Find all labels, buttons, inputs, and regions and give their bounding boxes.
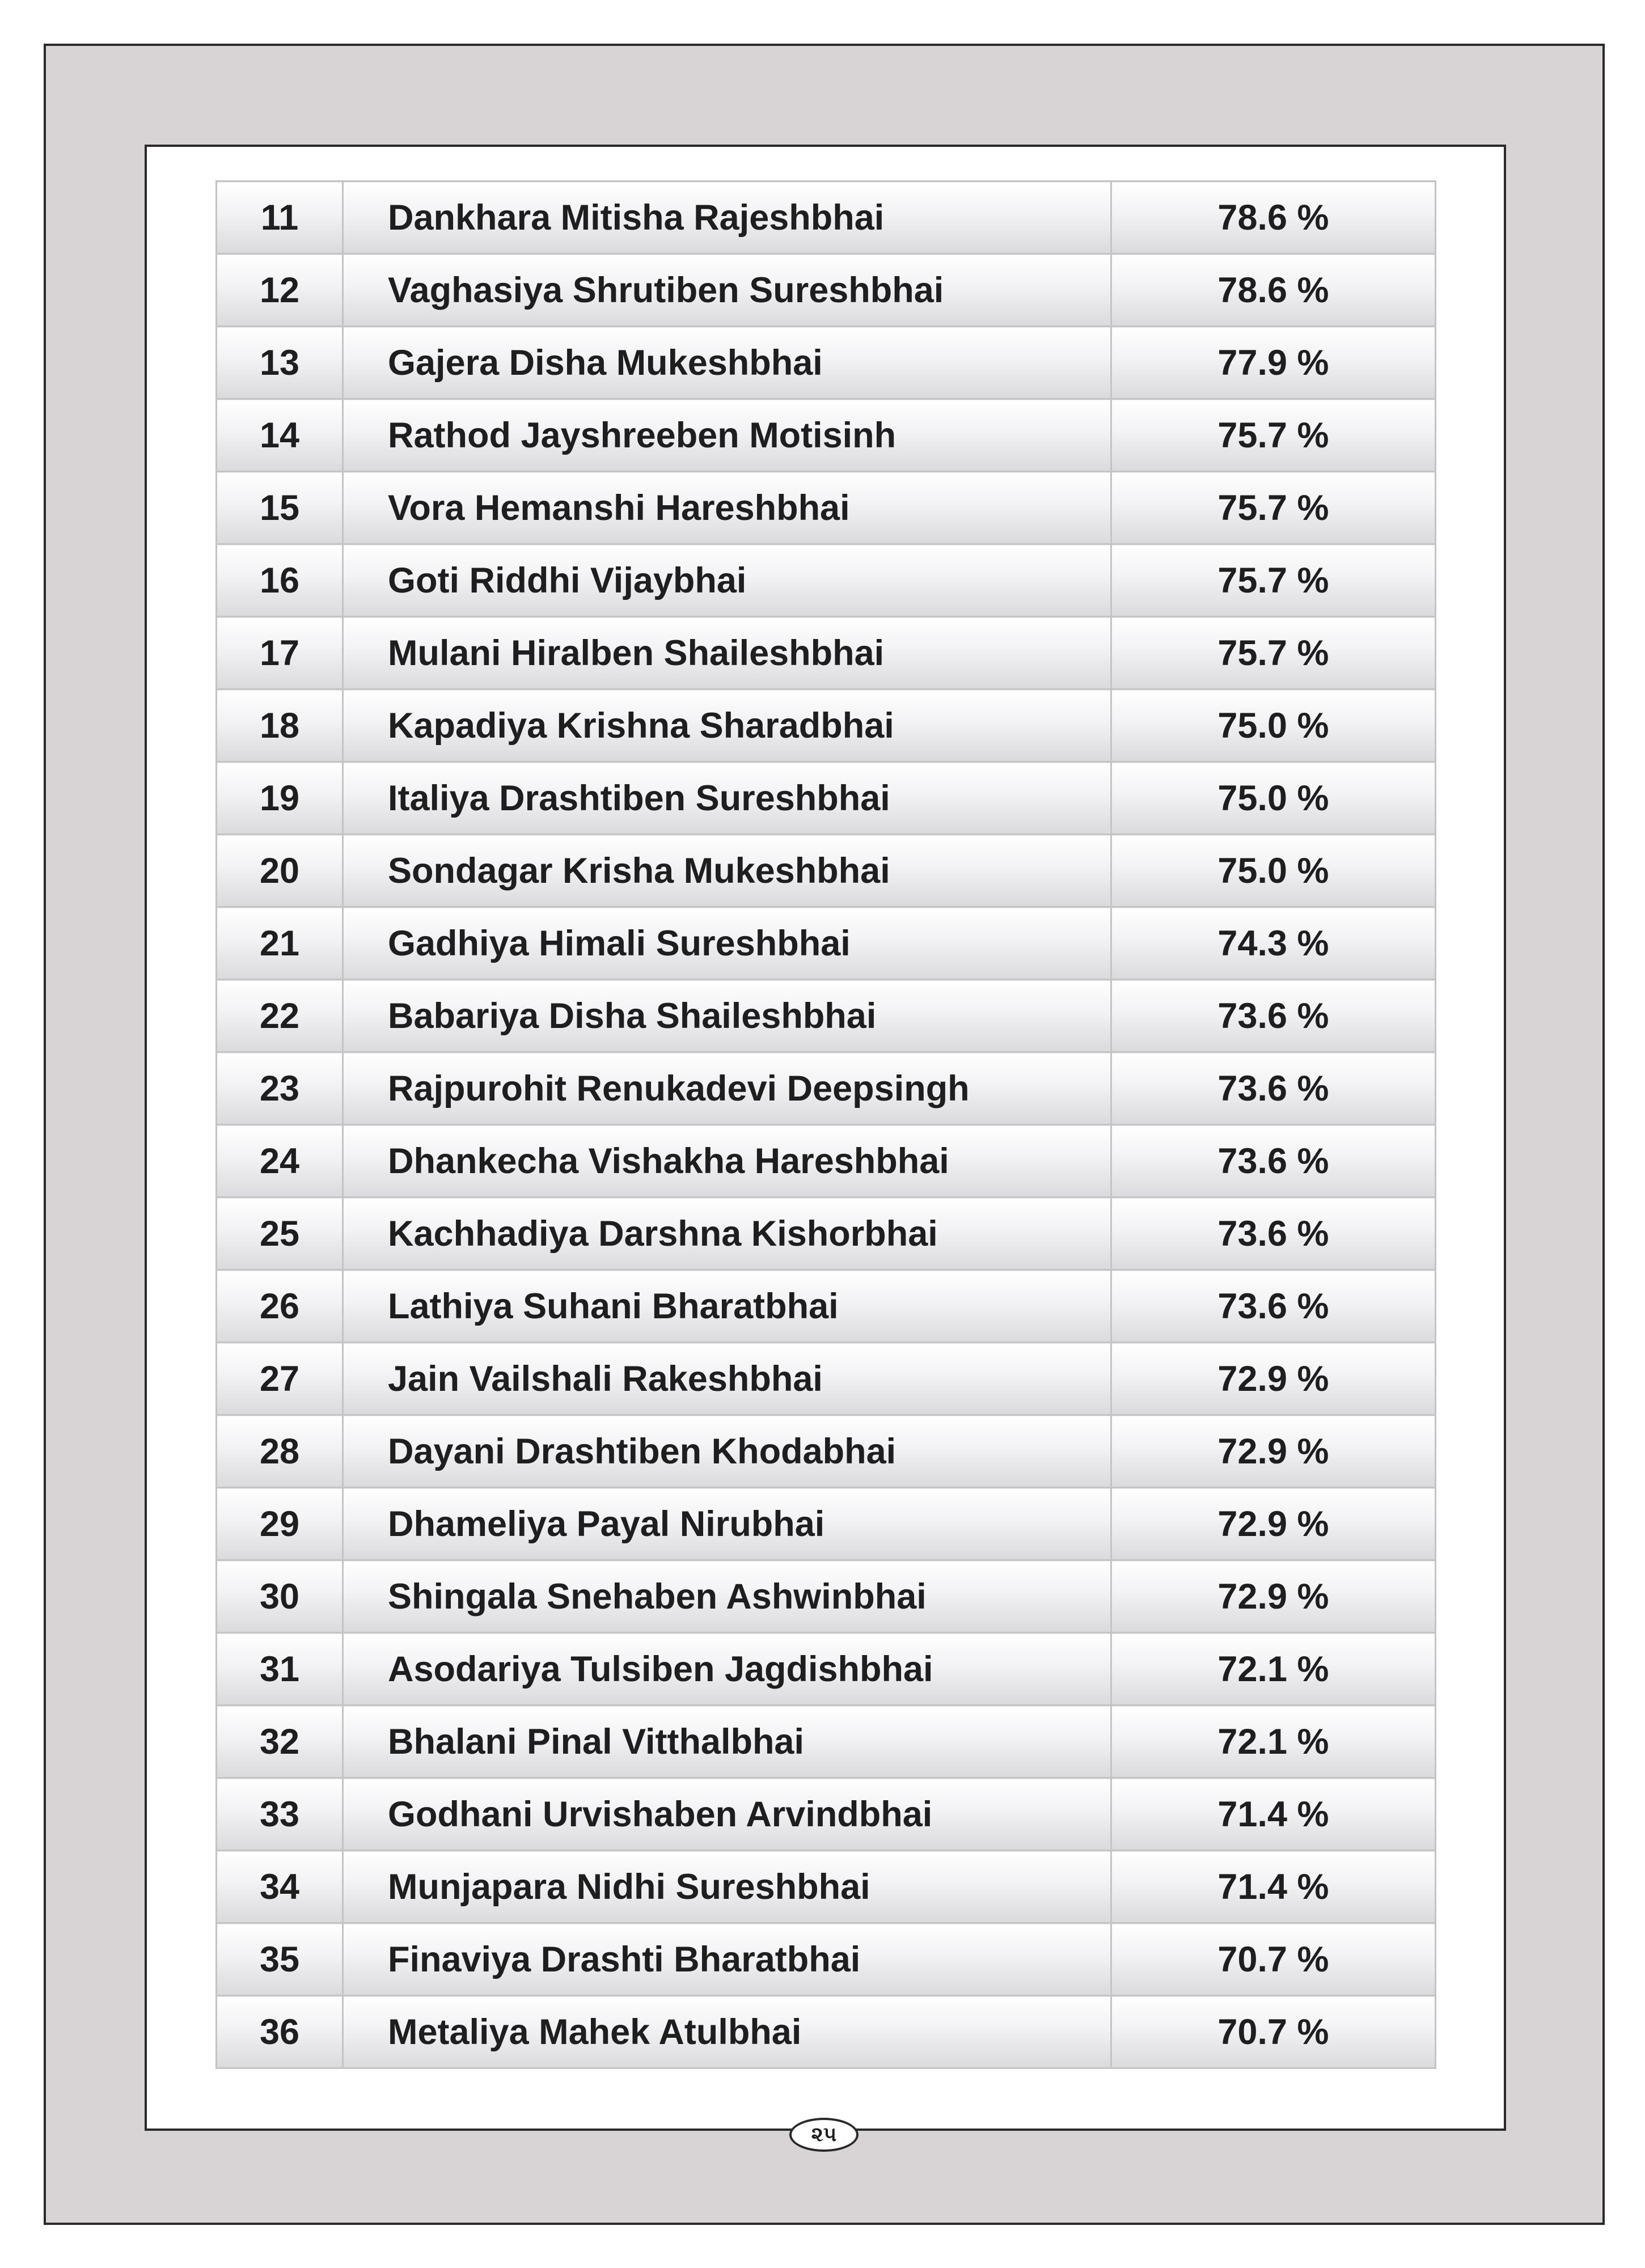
table-row [217,399,1436,472]
table-row [217,1270,1436,1343]
row-number: 24 [217,1125,343,1198]
table-row [217,1198,1436,1270]
row-number: 26 [217,1270,343,1343]
row-number: 36 [217,1996,343,2068]
row-number: 14 [217,399,343,472]
student-name: Shingala Snehaben Ashwinbhai [343,1560,1111,1633]
row-number: 32 [217,1706,343,1778]
table-row [217,327,1436,399]
percentage: 73.6 % [1111,1052,1436,1125]
percentage: 75.0 % [1111,762,1436,835]
row-number: 15 [217,472,343,544]
row-number: 18 [217,689,343,762]
results-table-body [217,181,1436,2068]
student-name: Bhalani Pinal Vitthalbhai [343,1706,1111,1778]
percentage: 75.0 % [1111,835,1436,907]
student-name: Jain Vailshali Rakeshbhai [343,1343,1111,1415]
student-name: Kapadiya Krishna Sharadbhai [343,689,1111,762]
row-number: 19 [217,762,343,835]
table-row [217,1923,1436,1996]
student-name: Italiya Drashtiben Sureshbhai [343,762,1111,835]
student-name: Rathod Jayshreeben Motisinh [343,399,1111,472]
percentage: 75.7 % [1111,544,1436,617]
row-number: 28 [217,1415,343,1488]
table-row [217,544,1436,617]
table-row [217,1052,1436,1125]
student-name: Lathiya Suhani Bharatbhai [343,1270,1111,1343]
percentage: 78.6 % [1111,181,1436,254]
percentage: 72.9 % [1111,1488,1436,1560]
percentage: 71.4 % [1111,1778,1436,1851]
row-number: 33 [217,1778,343,1851]
student-name: Dhankecha Vishakha Hareshbhai [343,1125,1111,1198]
row-number: 27 [217,1343,343,1415]
student-name: Kachhadiya Darshna Kishorbhai [343,1198,1111,1270]
student-name: Dhameliya Payal Nirubhai [343,1488,1111,1560]
student-name: Goti Riddhi Vijaybhai [343,544,1111,617]
percentage: 74.3 % [1111,907,1436,980]
row-number: 29 [217,1488,343,1560]
table-row [217,689,1436,762]
student-name: Vaghasiya Shrutiben Sureshbhai [343,254,1111,327]
student-name: Munjapara Nidhi Sureshbhai [343,1851,1111,1923]
percentage: 75.0 % [1111,689,1436,762]
student-name: Gadhiya Himali Sureshbhai [343,907,1111,980]
table-row [217,1706,1436,1778]
row-number: 34 [217,1851,343,1923]
row-number: 35 [217,1923,343,1996]
percentage: 78.6 % [1111,254,1436,327]
row-number: 31 [217,1633,343,1706]
row-number: 23 [217,1052,343,1125]
row-number: 11 [217,181,343,254]
student-name: Dankhara Mitisha Rajeshbhai [343,181,1111,254]
row-number: 21 [217,907,343,980]
row-number: 20 [217,835,343,907]
table-row [217,907,1436,980]
row-number: 16 [217,544,343,617]
student-name: Asodariya Tulsiben Jagdishbhai [343,1633,1111,1706]
percentage: 70.7 % [1111,1923,1436,1996]
table-row [217,1778,1436,1851]
table-row [217,617,1436,689]
table-row [217,1996,1436,2068]
row-number: 30 [217,1560,343,1633]
table-row [217,1125,1436,1198]
student-name: Babariya Disha Shaileshbhai [343,980,1111,1052]
percentage: 72.9 % [1111,1415,1436,1488]
student-name: Finaviya Drashti Bharatbhai [343,1923,1111,1996]
percentage: 75.7 % [1111,399,1436,472]
percentage: 71.4 % [1111,1851,1436,1923]
row-number: 13 [217,327,343,399]
student-name: Gajera Disha Mukeshbhai [343,327,1111,399]
percentage: 75.7 % [1111,617,1436,689]
percentage: 73.6 % [1111,1270,1436,1343]
percentage: 73.6 % [1111,1198,1436,1270]
percentage: 77.9 % [1111,327,1436,399]
table-row [217,762,1436,835]
table-row [217,835,1436,907]
percentage: 72.9 % [1111,1343,1436,1415]
table-row [217,1851,1436,1923]
table-row [217,1415,1436,1488]
page-number: ૨૫ [789,2118,859,2152]
percentage: 72.9 % [1111,1560,1436,1633]
student-name: Dayani Drashtiben Khodabhai [343,1415,1111,1488]
row-number: 25 [217,1198,343,1270]
percentage: 73.6 % [1111,980,1436,1052]
table-row [217,1560,1436,1633]
table-row [217,1633,1436,1706]
row-number: 22 [217,980,343,1052]
results-table [215,180,1436,2069]
student-name: Godhani Urvishaben Arvindbhai [343,1778,1111,1851]
table-row [217,980,1436,1052]
table-row [217,1343,1436,1415]
row-number: 12 [217,254,343,327]
percentage: 75.7 % [1111,472,1436,544]
table-row [217,254,1436,327]
student-name: Vora Hemanshi Hareshbhai [343,472,1111,544]
student-name: Mulani Hiralben Shaileshbhai [343,617,1111,689]
row-number: 17 [217,617,343,689]
student-name: Sondagar Krisha Mukeshbhai [343,835,1111,907]
percentage: 73.6 % [1111,1125,1436,1198]
percentage: 72.1 % [1111,1633,1436,1706]
student-name: Metaliya Mahek Atulbhai [343,1996,1111,2068]
table-row [217,472,1436,544]
table-row [217,181,1436,254]
student-name: Rajpurohit Renukadevi Deepsingh [343,1052,1111,1125]
table-row [217,1488,1436,1560]
percentage: 70.7 % [1111,1996,1436,2068]
percentage: 72.1 % [1111,1706,1436,1778]
